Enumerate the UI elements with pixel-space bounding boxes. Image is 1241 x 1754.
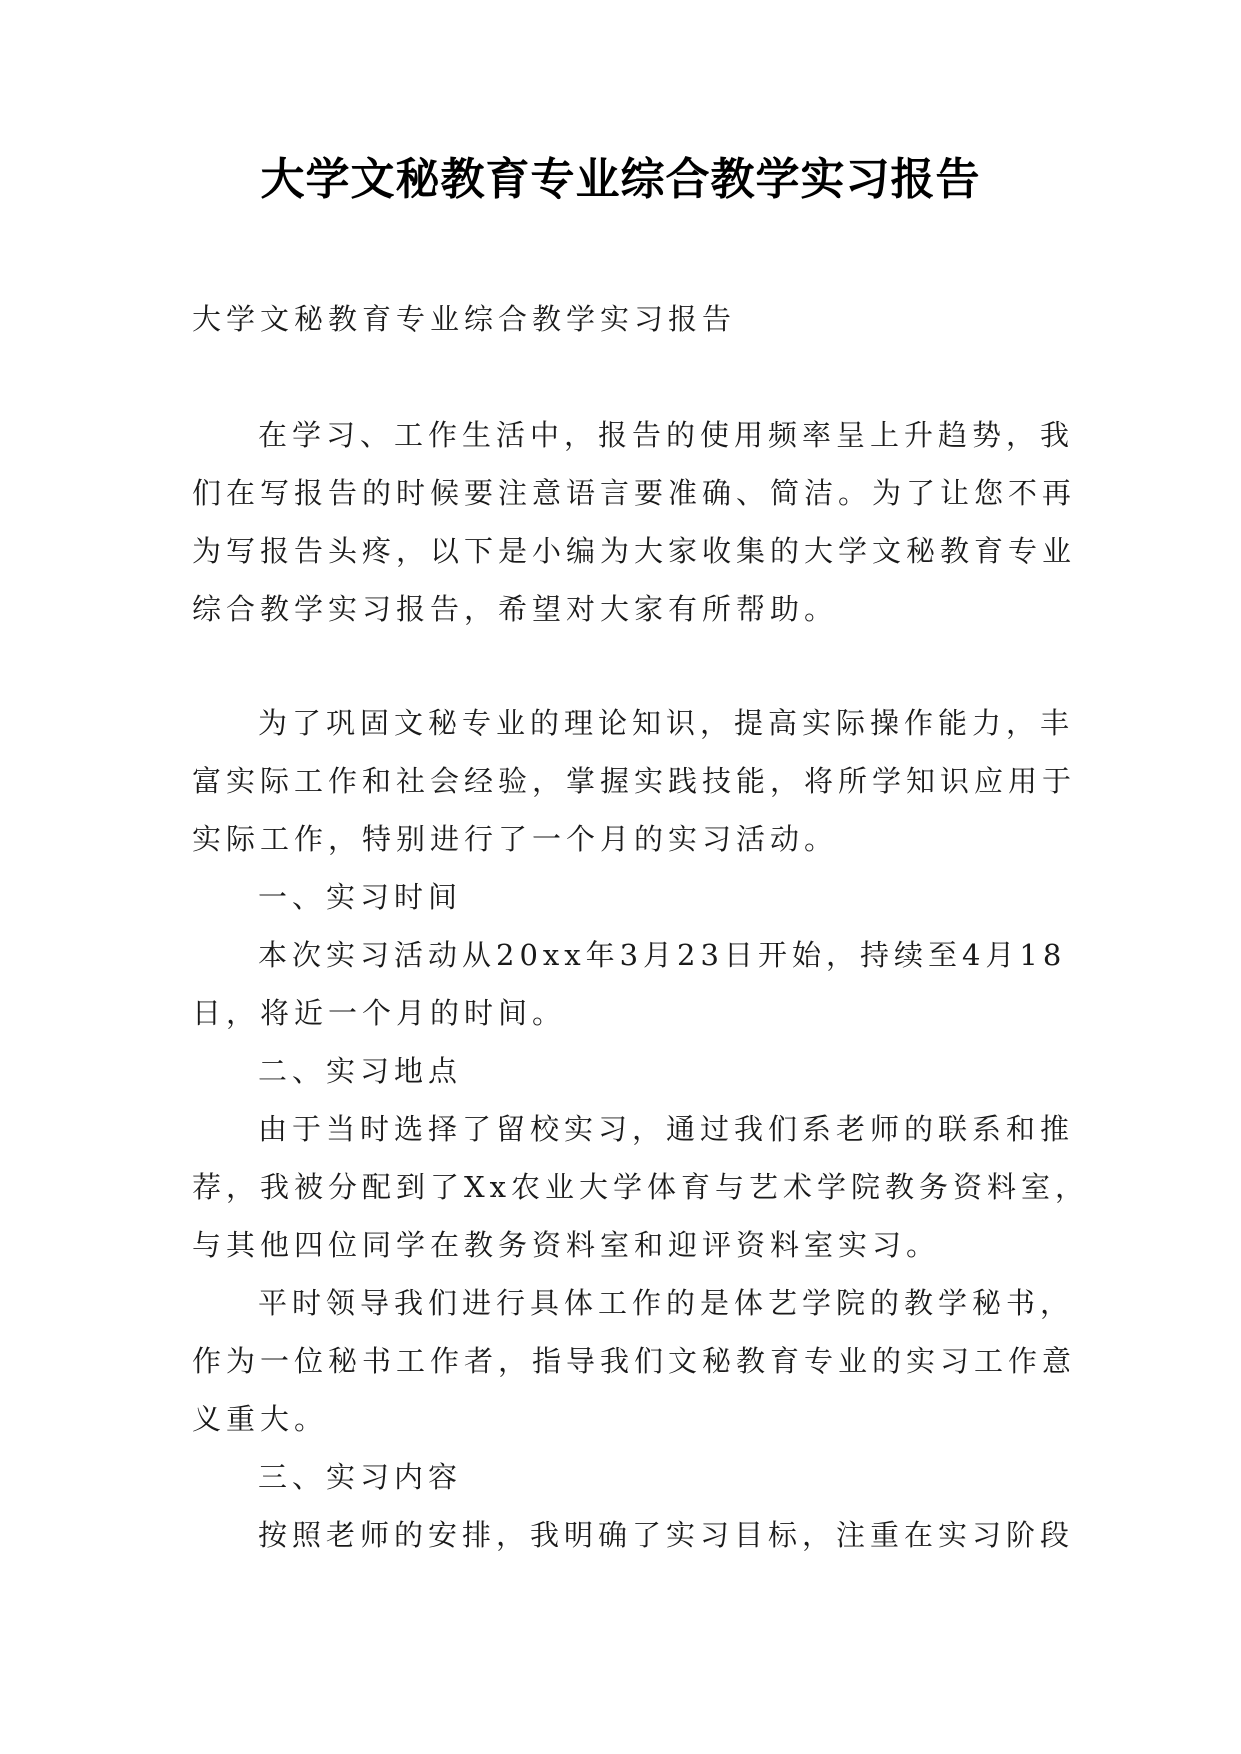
body-line: 本次实习活动从20xx年3月23日开始，持续至4月18 xyxy=(258,938,1067,972)
intro-line: 在学习、工作生活中，报告的使用频率呈上升趋势，我 xyxy=(258,418,1075,452)
section-heading-location: 二、实习地点 xyxy=(258,1054,463,1088)
body-line: 日，将近一个月的时间。 xyxy=(192,996,567,1030)
body-line: 富实际工作和社会经验，掌握实践技能，将所学知识应用于 xyxy=(192,764,1077,798)
body-line: 平时领导我们进行具体工作的是体艺学院的教学秘书， xyxy=(258,1286,1075,1320)
intro-line: 为写报告头疼，以下是小编为大家收集的大学文秘教育专业 xyxy=(192,534,1077,568)
document-subtitle: 大学文秘教育专业综合教学实习报告 xyxy=(192,302,737,336)
body-line: 按照老师的安排，我明确了实习目标，注重在实习阶段 xyxy=(258,1518,1075,1552)
section-heading-time: 一、实习时间 xyxy=(258,880,463,914)
body-text xyxy=(192,694,1090,1564)
body-line: 实际工作，特别进行了一个月的实习活动。 xyxy=(192,822,839,856)
body-line: 由于当时选择了留校实习，通过我们系老师的联系和推 xyxy=(258,1112,1075,1146)
body-line: 义重大。 xyxy=(192,1402,329,1436)
body-line: 与其他四位同学在教务资料室和迎评资料室实习。 xyxy=(192,1228,941,1262)
intro-line: 综合教学实习报告，希望对大家有所帮助。 xyxy=(192,592,839,626)
document-title: 大学文秘教育专业综合教学实习报告 xyxy=(260,154,981,205)
section-heading-content: 三、实习内容 xyxy=(258,1460,463,1494)
body-line: 作为一位秘书工作者，指导我们文秘教育专业的实习工作意 xyxy=(192,1344,1077,1378)
intro-line: 们在写报告的时候要注意语言要准确、简洁。为了让您不再 xyxy=(192,476,1077,510)
intro-paragraph xyxy=(192,406,1077,638)
body-line: 为了巩固文秘专业的理论知识，提高实际操作能力，丰 xyxy=(258,706,1075,740)
body-line: 荐，我被分配到了Xx农业大学体育与艺术学院教务资料室， xyxy=(192,1170,1090,1204)
